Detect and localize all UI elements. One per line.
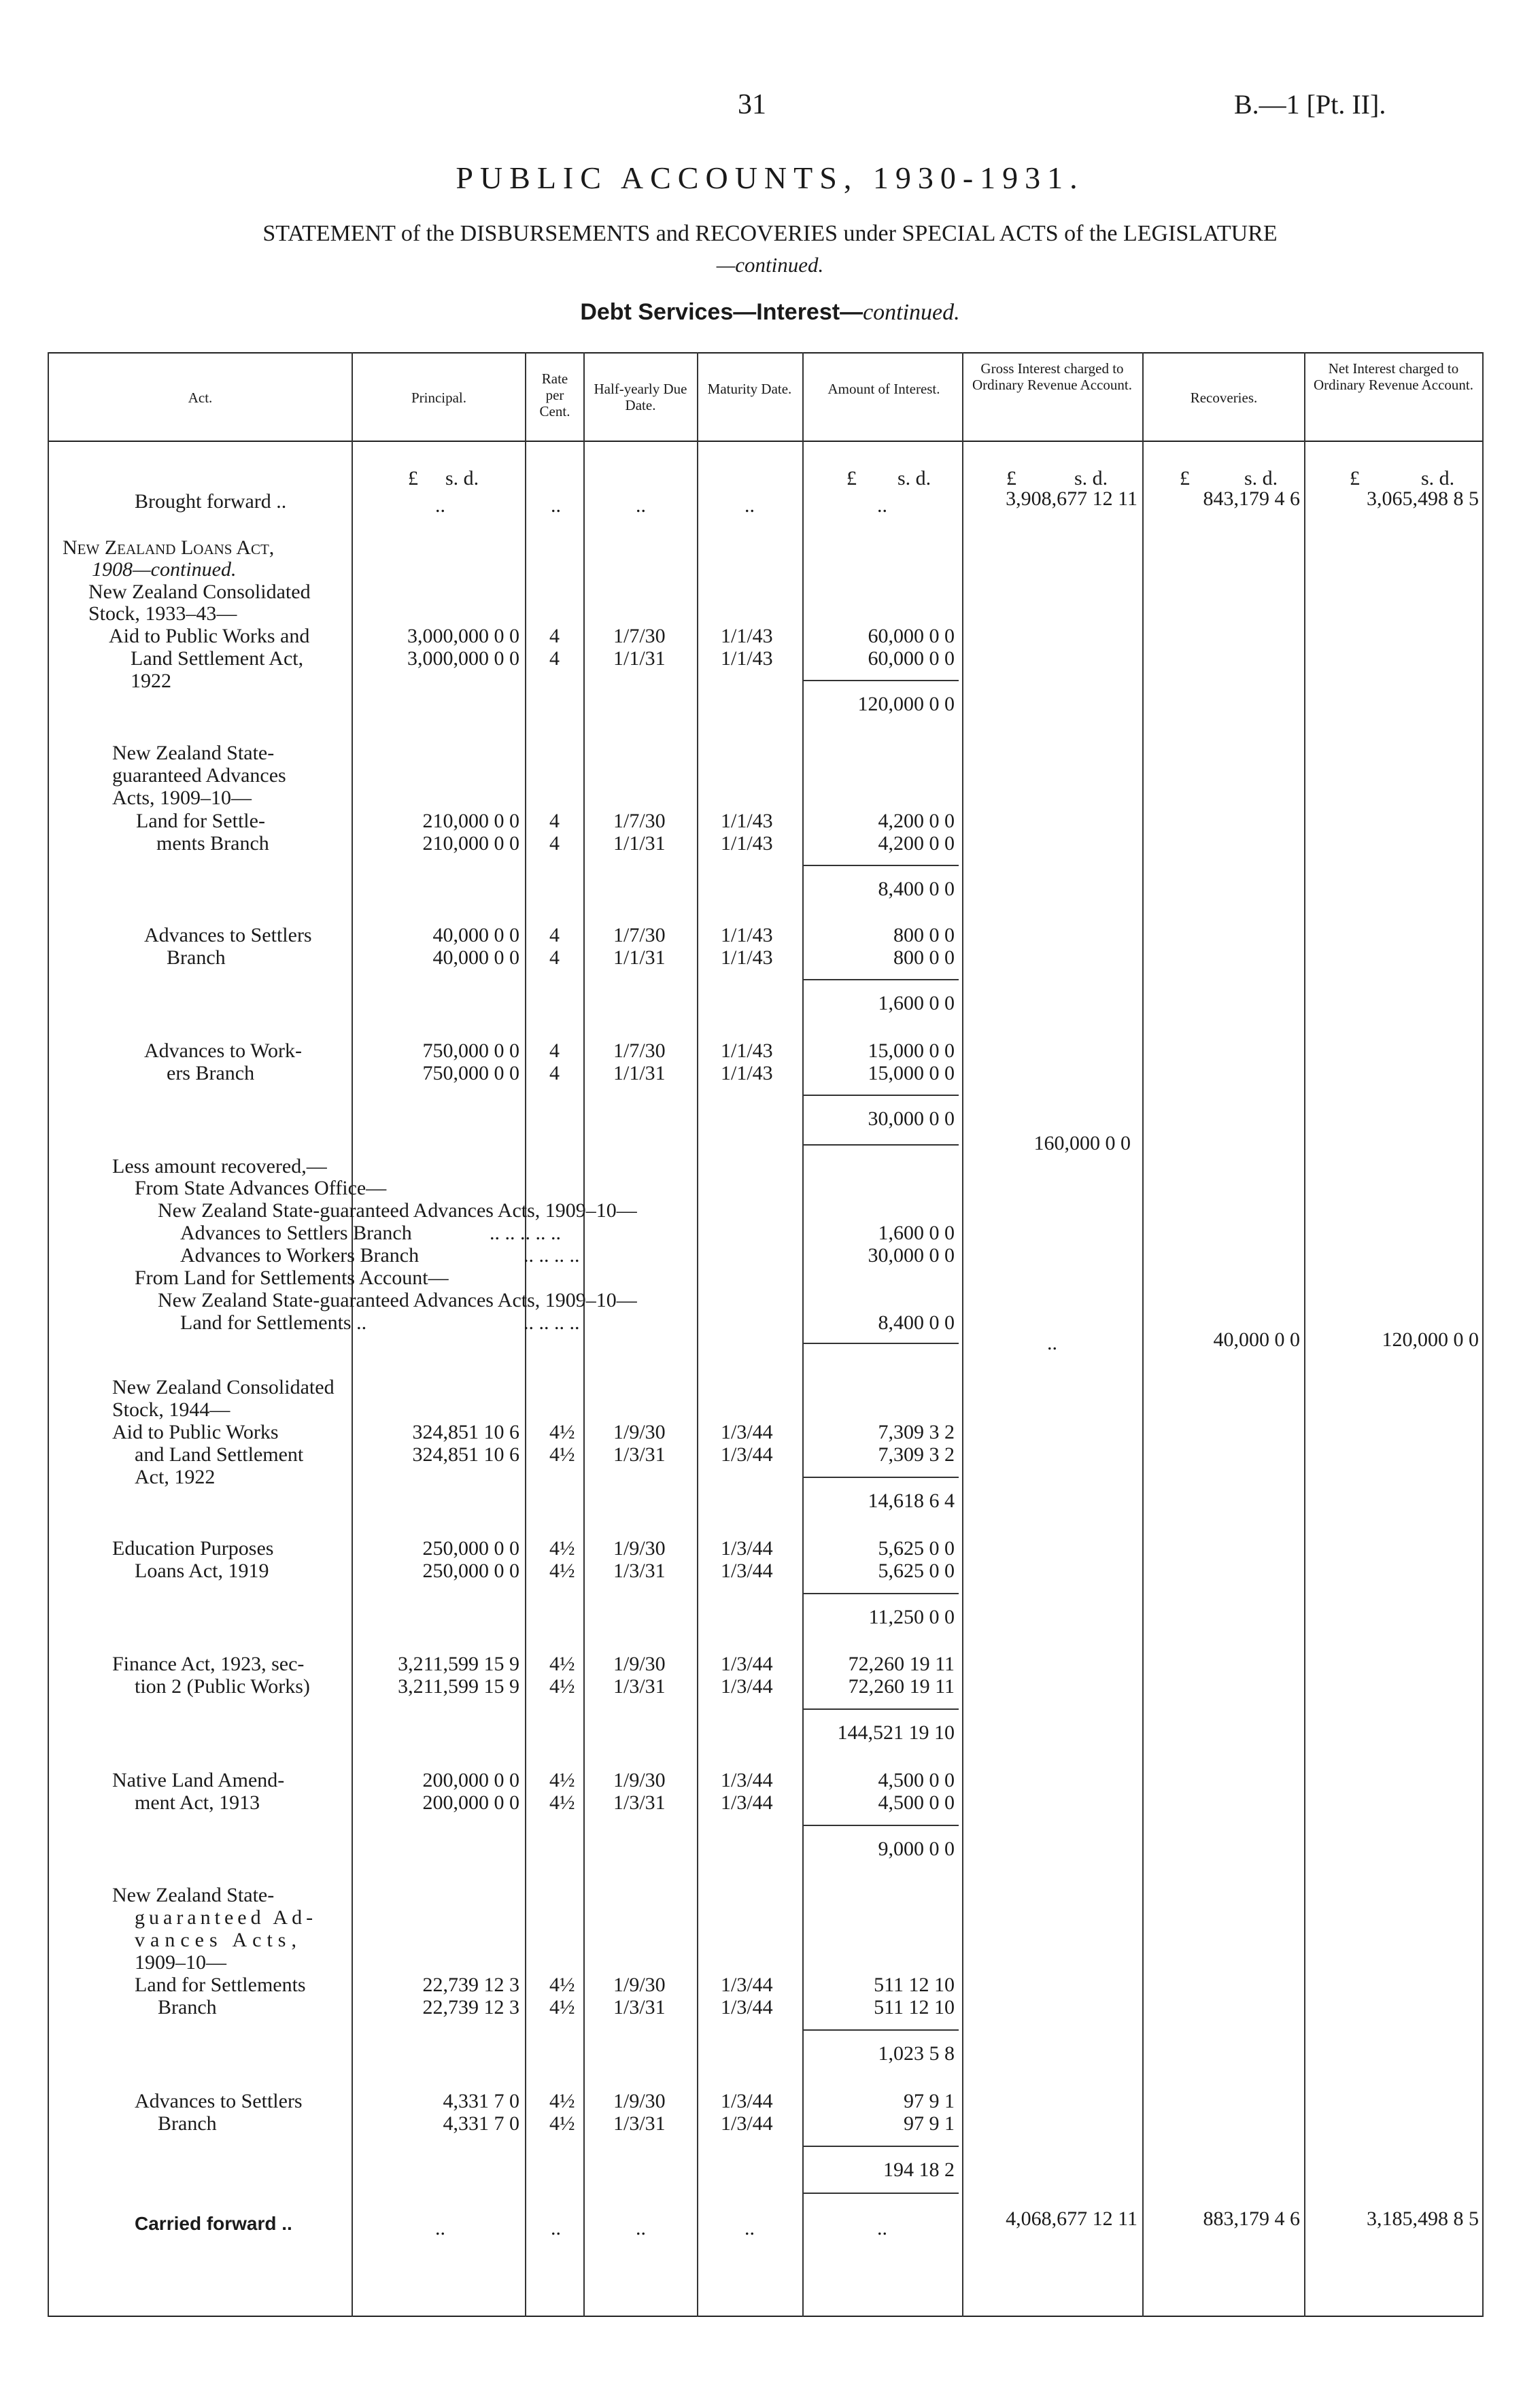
recovery-label: From State Advances Office—	[135, 1177, 387, 1199]
amount: 4,200 0 0	[878, 832, 955, 855]
amount: 30,000 0 0	[868, 1244, 955, 1267]
due-date: 1/3/31	[613, 1675, 666, 1698]
amount: 4,500 0 0	[878, 1791, 955, 1814]
item-label: ment Act, 1913	[135, 1791, 260, 1814]
currency-sd: s. d.	[445, 467, 479, 489]
amount: 60,000 0 0	[868, 625, 955, 647]
maturity-date: 1/1/43	[721, 1039, 773, 1062]
rate: 4½	[549, 1675, 575, 1698]
due-date: 1/9/30	[613, 2090, 666, 2112]
due-date: 1/3/31	[613, 1443, 666, 1466]
item-label: Land Settlement Act,	[131, 647, 304, 670]
item-label: 1922	[131, 670, 171, 692]
item-label: Aid to Public Works	[112, 1421, 279, 1443]
amount: 60,000 0 0	[868, 647, 955, 670]
maturity-date: 1/3/44	[721, 1769, 773, 1791]
item-label: Aid to Public Works and	[109, 625, 310, 647]
rate: 4	[549, 810, 560, 832]
principal: 4,331 7 0	[443, 2112, 519, 2135]
dots: ..	[1047, 1332, 1057, 1354]
header-maturity: Maturity Date.	[707, 381, 792, 397]
brought-forward-net: 3,065,498 8 5	[1367, 487, 1479, 510]
amount: 800 0 0	[893, 946, 955, 969]
dots: ..	[877, 494, 887, 517]
due-date: 1/3/31	[613, 1791, 666, 1814]
header-principal: Principal.	[411, 390, 467, 406]
subtotal: 9,000 0 0	[878, 1838, 955, 1860]
principal: 750,000 0 0	[422, 1062, 519, 1084]
group-heading: New Zealand State-	[112, 742, 275, 764]
maturity-date: 1/3/44	[721, 1443, 773, 1466]
recovery-label: Advances to Workers Branch	[180, 1244, 420, 1267]
due-date: 1/9/30	[613, 1537, 666, 1560]
maturity-date: 1/1/43	[721, 832, 773, 855]
currency-pound: £	[1350, 467, 1360, 489]
due-date: 1/3/31	[613, 1560, 666, 1582]
amount: 1,600 0 0	[878, 1222, 955, 1244]
dots: ..	[636, 494, 646, 517]
principal: 4,331 7 0	[443, 2090, 519, 2112]
item-label: and Land Settlement	[135, 1443, 304, 1466]
rate: 4	[549, 625, 560, 647]
recovery-label: Land for Settlements ..	[180, 1311, 367, 1334]
principal: 750,000 0 0	[422, 1039, 519, 1062]
header-act: Act.	[188, 390, 213, 406]
item-label: ments Branch	[156, 832, 269, 855]
currency-sd: s. d.	[1421, 467, 1455, 489]
maturity-date: 1/3/44	[721, 1675, 773, 1698]
principal: 210,000 0 0	[422, 832, 519, 855]
due-date: 1/3/31	[613, 2112, 666, 2135]
subtotal: 11,250 0 0	[868, 1606, 955, 1628]
due-date: 1/9/30	[613, 1974, 666, 1996]
carried-forward-gross: 4,068,677 12 11	[1006, 2207, 1137, 2230]
currency-sd: s. d.	[897, 467, 931, 489]
dots: ..	[877, 2217, 887, 2239]
amount: 4,200 0 0	[878, 810, 955, 832]
act-heading: New Zealand Loans Act,	[63, 536, 275, 559]
maturity-date: 1/3/44	[721, 1791, 773, 1814]
item-label: Branch	[158, 2112, 217, 2135]
due-date: 1/1/31	[613, 1062, 666, 1084]
maturity-date: 1/3/44	[721, 1421, 773, 1443]
amount: 5,625 0 0	[878, 1537, 955, 1560]
principal: 3,211,599 15 9	[398, 1675, 519, 1698]
header-rate: Rate per Cent.	[539, 371, 570, 419]
amount: 511 12 10	[874, 1974, 955, 1996]
currency-pound: £	[1006, 467, 1016, 489]
amount: 15,000 0 0	[868, 1039, 955, 1062]
amount: 8,400 0 0	[878, 1311, 955, 1334]
maturity-date: 1/3/44	[721, 2112, 773, 2135]
currency-pound: £	[408, 467, 418, 489]
rate: 4½	[549, 1974, 575, 1996]
maturity-date: 1/1/43	[721, 647, 773, 670]
maturity-date: 1/3/44	[721, 1996, 773, 2018]
rate: 4	[549, 647, 560, 670]
subtotal: 120,000 0 0	[857, 693, 955, 715]
amount: 7,309 3 2	[878, 1421, 955, 1443]
group-heading: Stock, 1944—	[112, 1398, 230, 1421]
amount: 97 9 1	[904, 2112, 955, 2135]
dots: ..	[636, 2217, 646, 2239]
rate: 4	[549, 1039, 560, 1062]
page-title: PUBLIC ACCOUNTS, 1930-1931.	[456, 160, 1084, 195]
item-label: Finance Act, 1923, sec-	[112, 1653, 305, 1675]
amount: 72,260 19 11	[848, 1675, 955, 1698]
header-halfyearly: Half-yearly Due Date.	[594, 381, 687, 413]
brought-forward-label: Brought forward ..	[135, 490, 287, 513]
item-label: Advances to Settlers	[135, 2090, 303, 2112]
maturity-date: 1/1/43	[721, 924, 773, 946]
currency-sd: s. d.	[1074, 467, 1108, 489]
principal: 250,000 0 0	[422, 1537, 519, 1560]
dots: ..	[745, 2217, 755, 2239]
subtotal: 14,618 6 4	[868, 1490, 955, 1512]
item-label: Advances to Work-	[144, 1039, 302, 1062]
dots: ..	[435, 2217, 445, 2239]
stock-heading: Stock, 1933–43—	[88, 602, 237, 625]
principal: 40,000 0 0	[432, 924, 519, 946]
carried-forward-label: Carried forward ..	[135, 2213, 292, 2234]
principal: 210,000 0 0	[422, 810, 519, 832]
principal: 250,000 0 0	[422, 1560, 519, 1582]
group-heading: Acts, 1909–10—	[112, 787, 252, 809]
due-date: 1/1/31	[613, 946, 666, 969]
brought-forward-recoveries: 843,179 4 6	[1203, 487, 1300, 510]
subtotal: 1,023 5 8	[878, 2042, 955, 2065]
dots: ..	[551, 494, 561, 517]
maturity-date: 1/3/44	[721, 1560, 773, 1582]
section-title	[0, 299, 1540, 326]
dots: ..	[435, 494, 445, 517]
item-label: Loans Act, 1919	[135, 1560, 269, 1582]
amount: 72,260 19 11	[848, 1653, 955, 1675]
dots: .. .. .. ..	[524, 1311, 580, 1334]
amount: 7,309 3 2	[878, 1443, 955, 1466]
principal: 22,739 12 3	[422, 1996, 519, 2018]
maturity-date: 1/1/43	[721, 946, 773, 969]
document-reference: B.—1 [Pt. II].	[1234, 89, 1386, 120]
maturity-date: 1/1/43	[721, 1062, 773, 1084]
amount: 511 12 10	[874, 1996, 955, 2018]
recovery-label: Advances to Settlers Branch	[180, 1222, 412, 1244]
recovery-label: Less amount recovered,—	[112, 1155, 327, 1178]
due-date: 1/1/31	[613, 647, 666, 670]
due-date: 1/3/31	[613, 1996, 666, 2018]
act-heading-continued: 1908—continued.	[92, 558, 237, 581]
dots: ..	[551, 2217, 561, 2239]
item-label: Native Land Amend-	[112, 1769, 285, 1791]
group-heading: guaranteed Advances	[112, 764, 286, 787]
item-label: Branch	[167, 946, 226, 969]
recoveries-total: 40,000 0 0	[1213, 1328, 1300, 1351]
rate: 4½	[549, 1769, 575, 1791]
amount: 97 9 1	[904, 2090, 955, 2112]
amount: 15,000 0 0	[868, 1062, 955, 1084]
rate: 4½	[549, 2090, 575, 2112]
currency-pound: £	[846, 467, 857, 489]
principal: 200,000 0 0	[422, 1791, 519, 1814]
rate: 4½	[549, 1443, 575, 1466]
due-date: 1/7/30	[613, 924, 666, 946]
due-date: 1/9/30	[613, 1421, 666, 1443]
recovery-label: New Zealand State-guaranteed Advances Acts, 1909–10—	[158, 1289, 637, 1311]
rate: 4	[549, 946, 560, 969]
dots: .. .. .. ..	[524, 1244, 580, 1267]
statement-title: STATEMENT of the DISBURSEMENTS and RECOVERIES under SPECIAL ACTS of the LEGISLATURE	[262, 221, 1278, 246]
amount: 4,500 0 0	[878, 1769, 955, 1791]
group-heading: New Zealand State-	[112, 1884, 275, 1906]
due-date: 1/1/31	[613, 832, 666, 855]
item-label: Branch	[158, 1996, 217, 2018]
due-date: 1/7/30	[613, 810, 666, 832]
item-label: Advances to Settlers	[144, 924, 312, 946]
amount: 800 0 0	[893, 924, 955, 946]
rate: 4	[549, 1062, 560, 1084]
currency-pound: £	[1180, 467, 1190, 489]
net-total: 120,000 0 0	[1382, 1328, 1479, 1351]
maturity-date: 1/1/43	[721, 625, 773, 647]
item-label: Act, 1922	[135, 1466, 216, 1488]
principal: 324,851 10 6	[412, 1421, 519, 1443]
item-label: tion 2 (Public Works)	[135, 1675, 310, 1698]
rate: 4	[549, 924, 560, 946]
maturity-date: 1/3/44	[721, 1653, 773, 1675]
recovery-label: New Zealand State-guaranteed Advances Acts, 1909–10—	[158, 1199, 637, 1222]
rate: 4½	[549, 1537, 575, 1560]
carried-forward-recoveries: 883,179 4 6	[1203, 2207, 1300, 2230]
principal: 200,000 0 0	[422, 1769, 519, 1791]
dots: .. .. .. .. ..	[490, 1222, 561, 1244]
page-number: 31	[738, 89, 766, 120]
amount: 5,625 0 0	[878, 1560, 955, 1582]
item-label: ers Branch	[167, 1062, 255, 1084]
rate: 4½	[549, 1560, 575, 1582]
principal: 40,000 0 0	[432, 946, 519, 969]
item-label: Land for Settlements	[135, 1974, 306, 1996]
subtotal: 144,521 19 10	[837, 1721, 955, 1744]
header-net: Net Interest charged to Ordinary Revenue Account.	[1313, 360, 1473, 393]
header-recoveries: Recoveries.	[1190, 390, 1258, 406]
item-label: Land for Settle-	[136, 810, 265, 832]
section-title-text: Debt Services—Interest—	[580, 299, 863, 325]
brought-forward-gross: 3,908,677 12 11	[1006, 487, 1137, 510]
header-gross: Gross Interest charged to Ordinary Revenue Account.	[972, 360, 1132, 393]
rate: 4½	[549, 1791, 575, 1814]
principal: 3,000,000 0 0	[407, 625, 519, 647]
principal: 3,211,599 15 9	[398, 1653, 519, 1675]
due-date: 1/7/30	[613, 625, 666, 647]
maturity-date: 1/3/44	[721, 1974, 773, 1996]
rate: 4½	[549, 1996, 575, 2018]
currency-sd: s. d.	[1244, 467, 1278, 489]
group-heading: guaranteed Ad-	[135, 1906, 318, 1929]
subtotal: 30,000 0 0	[868, 1107, 955, 1130]
due-date: 1/9/30	[613, 1653, 666, 1675]
rate: 4	[549, 832, 560, 855]
subtotal: 8,400 0 0	[878, 878, 955, 900]
due-date: 1/9/30	[613, 1769, 666, 1791]
rate: 4½	[549, 2112, 575, 2135]
principal: 3,000,000 0 0	[407, 647, 519, 670]
group-heading: 1909–10—	[135, 1951, 226, 1974]
section-title-continued: continued.	[863, 300, 960, 325]
due-date: 1/7/30	[613, 1039, 666, 1062]
statement-continued: —continued.	[716, 253, 824, 277]
group-heading: vances Acts,	[135, 1929, 302, 1951]
subtotal: 1,600 0 0	[878, 992, 955, 1014]
carried-forward-net: 3,185,498 8 5	[1367, 2207, 1479, 2230]
stock-heading: New Zealand Consolidated	[88, 581, 311, 603]
maturity-date: 1/1/43	[721, 810, 773, 832]
subtotal: 194 18 2	[883, 2159, 955, 2181]
recovery-label: From Land for Settlements Account—	[135, 1267, 449, 1289]
maturity-date: 1/3/44	[721, 2090, 773, 2112]
rate: 4½	[549, 1653, 575, 1675]
header-amount: Amount of Interest.	[827, 381, 940, 397]
group-heading: New Zealand Consolidated	[112, 1376, 335, 1398]
principal: 22,739 12 3	[422, 1974, 519, 1996]
gross-total: 160,000 0 0	[1033, 1132, 1131, 1154]
dots: ..	[745, 494, 755, 517]
rate: 4½	[549, 1421, 575, 1443]
item-label: Education Purposes	[112, 1537, 274, 1560]
principal: 324,851 10 6	[412, 1443, 519, 1466]
maturity-date: 1/3/44	[721, 1537, 773, 1560]
